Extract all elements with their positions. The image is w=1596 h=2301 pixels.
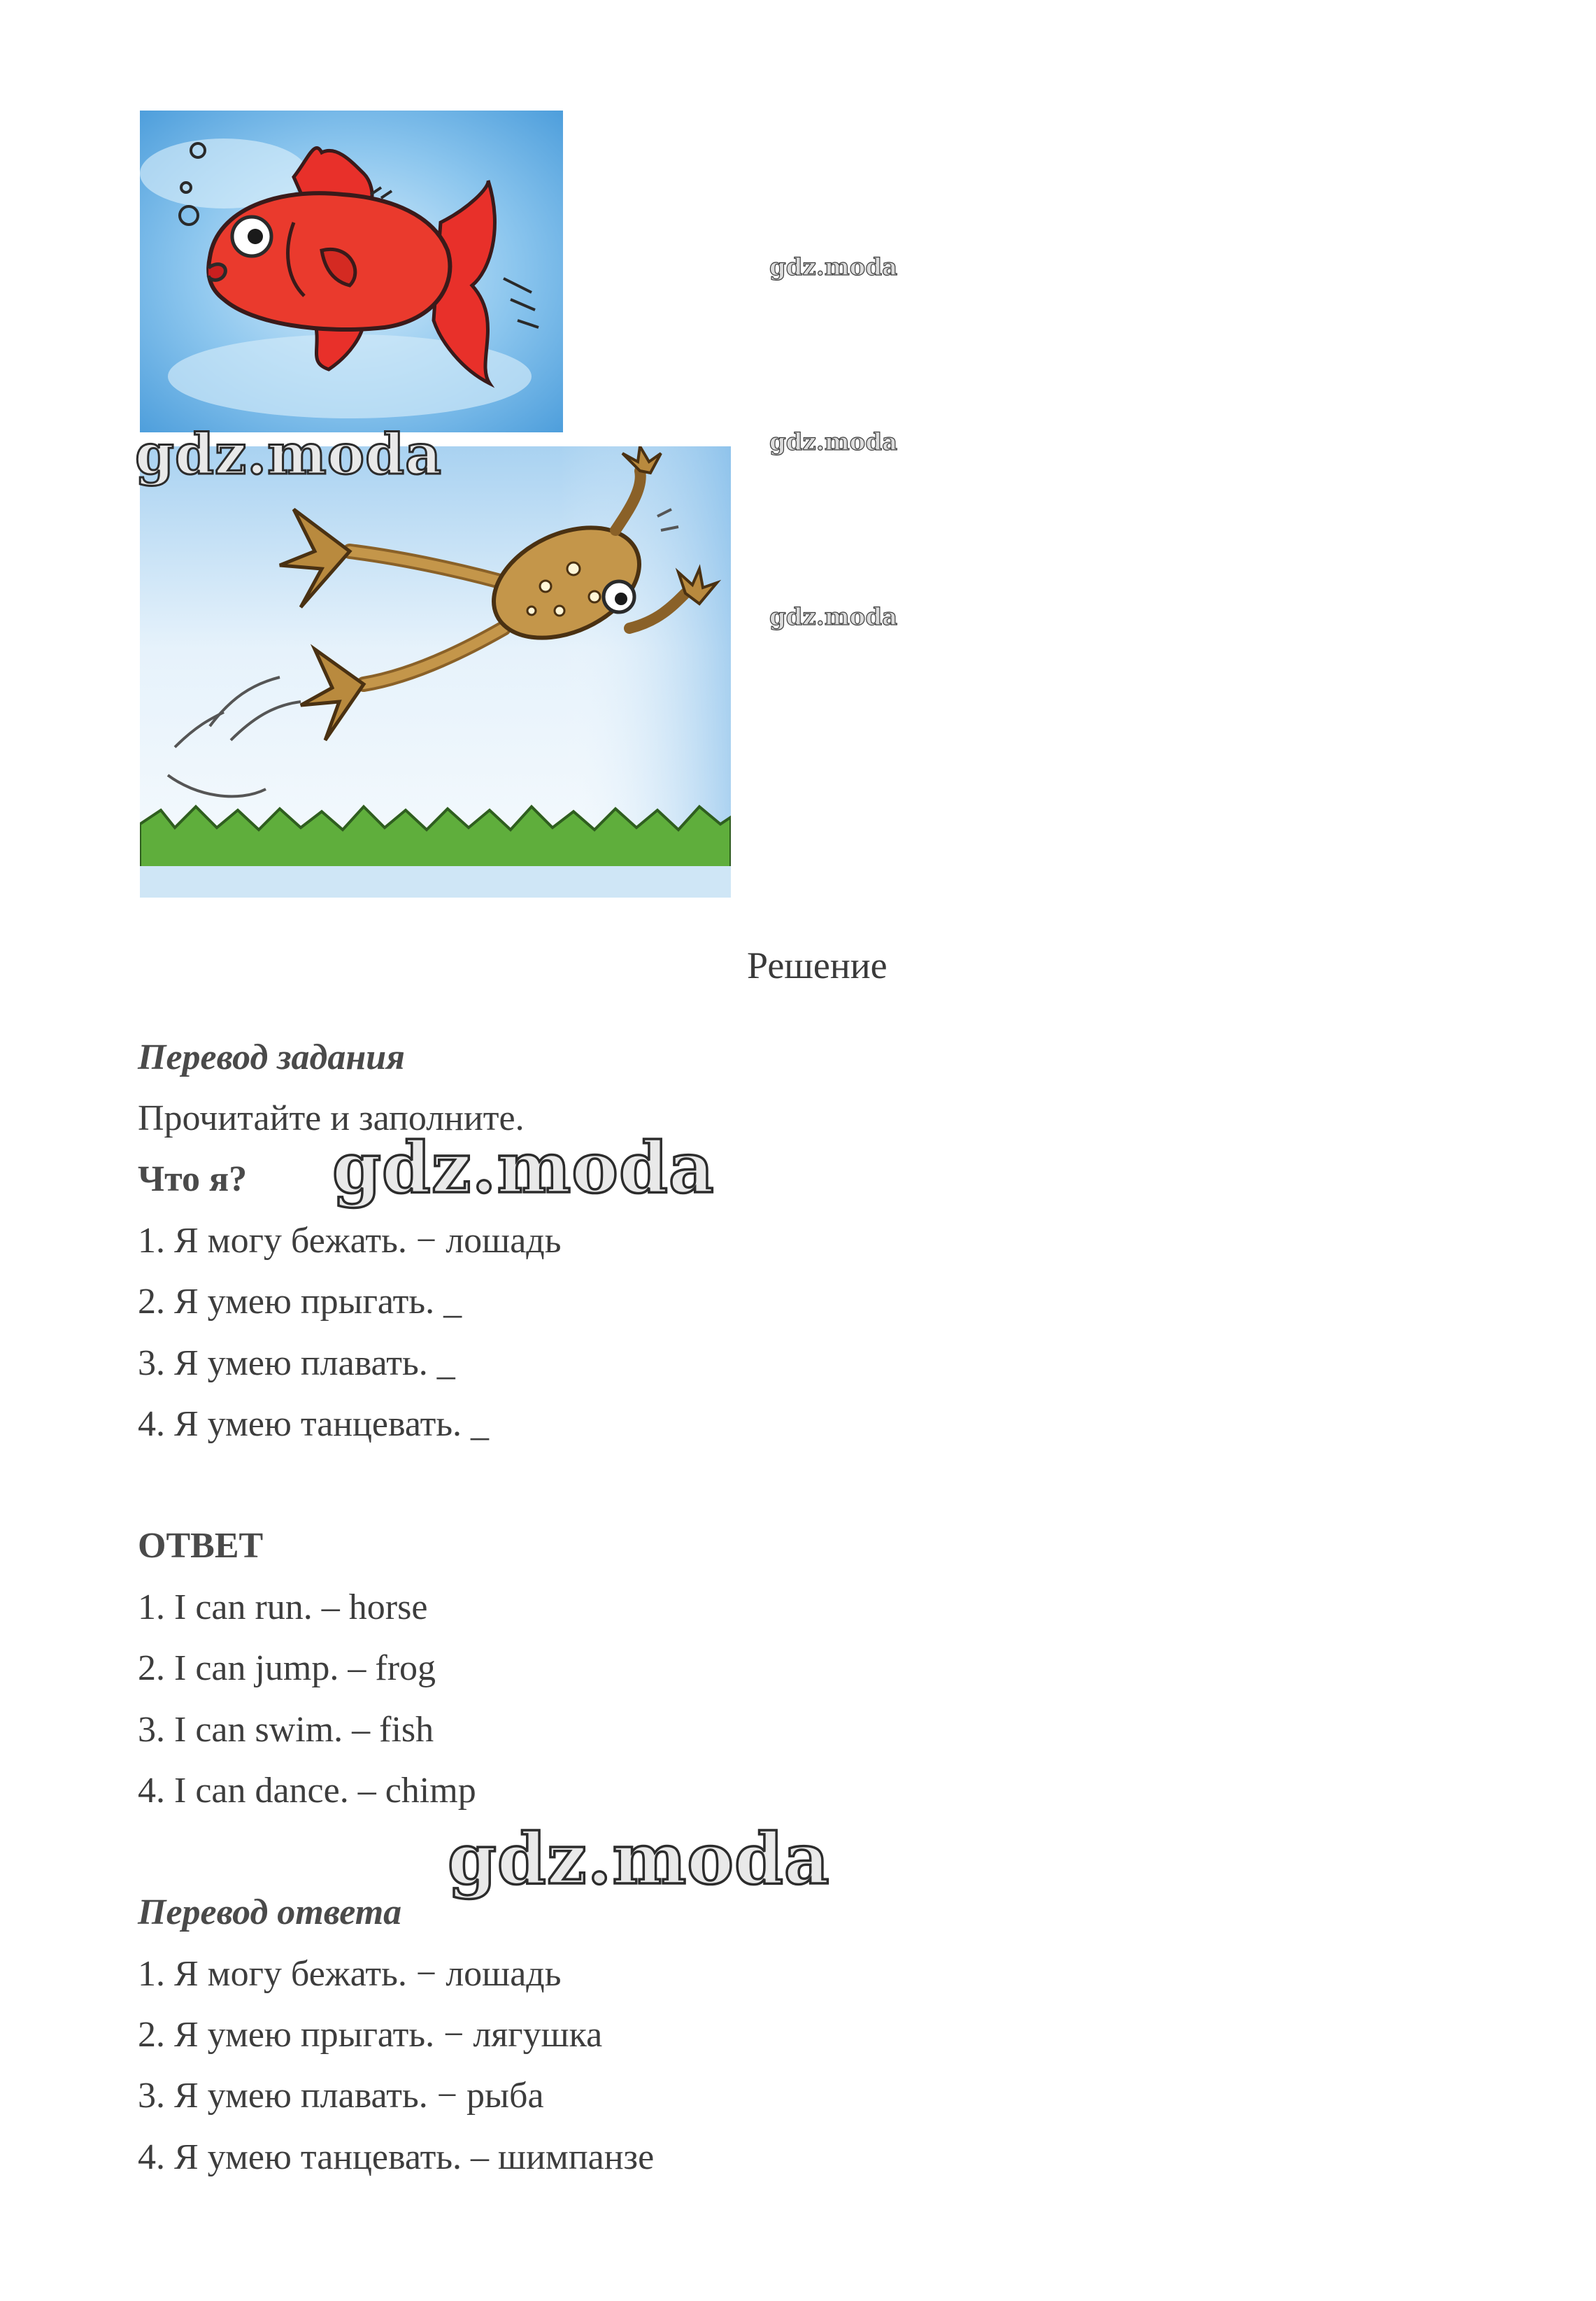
solution-title: Решение xyxy=(747,944,888,986)
watermark: gdz.moda xyxy=(769,428,898,456)
task-translation-heading: Перевод задания xyxy=(138,1038,405,1077)
task-instruction: Прочитайте и заполните. xyxy=(138,1098,525,1138)
list-item: 1. Я могу бежать. − лошадь xyxy=(138,1221,562,1261)
task-question: Что я? xyxy=(138,1159,248,1199)
watermark: gdz.moda xyxy=(135,421,442,487)
list-item: 1. I can run. – horse xyxy=(138,1587,428,1627)
answer-heading: ОТВЕТ xyxy=(138,1526,264,1566)
list-item: 3. Я умею плавать. _ xyxy=(138,1343,455,1383)
list-item: 2. Я умею прыгать. _ xyxy=(138,1282,462,1322)
list-item: 4. I can dance. – chimp xyxy=(138,1771,476,1811)
watermark: gdz.moda xyxy=(769,253,898,281)
fish-illustration xyxy=(140,111,563,432)
list-item: 4. Я умею танцевать. – шимпанзе xyxy=(138,2137,655,2177)
watermark: gdz.moda xyxy=(448,1818,830,1900)
list-item: 1. Я могу бежать. − лошадь xyxy=(138,1954,562,1994)
answer-translation-heading: Перевод ответа xyxy=(138,1892,402,1932)
watermark: gdz.moda xyxy=(769,603,898,631)
frog-illustration xyxy=(140,446,731,898)
list-item: 3. Я умею плавать. − рыба xyxy=(138,2076,544,2116)
watermark: gdz.moda xyxy=(332,1126,715,1209)
list-item: 2. Я умею прыгать. − лягушка xyxy=(138,2015,603,2055)
list-item: 3. I can swim. – fish xyxy=(138,1710,434,1750)
list-item: 2. I can jump. – frog xyxy=(138,1648,436,1688)
list-item: 4. Я умею танцевать. _ xyxy=(138,1404,490,1444)
